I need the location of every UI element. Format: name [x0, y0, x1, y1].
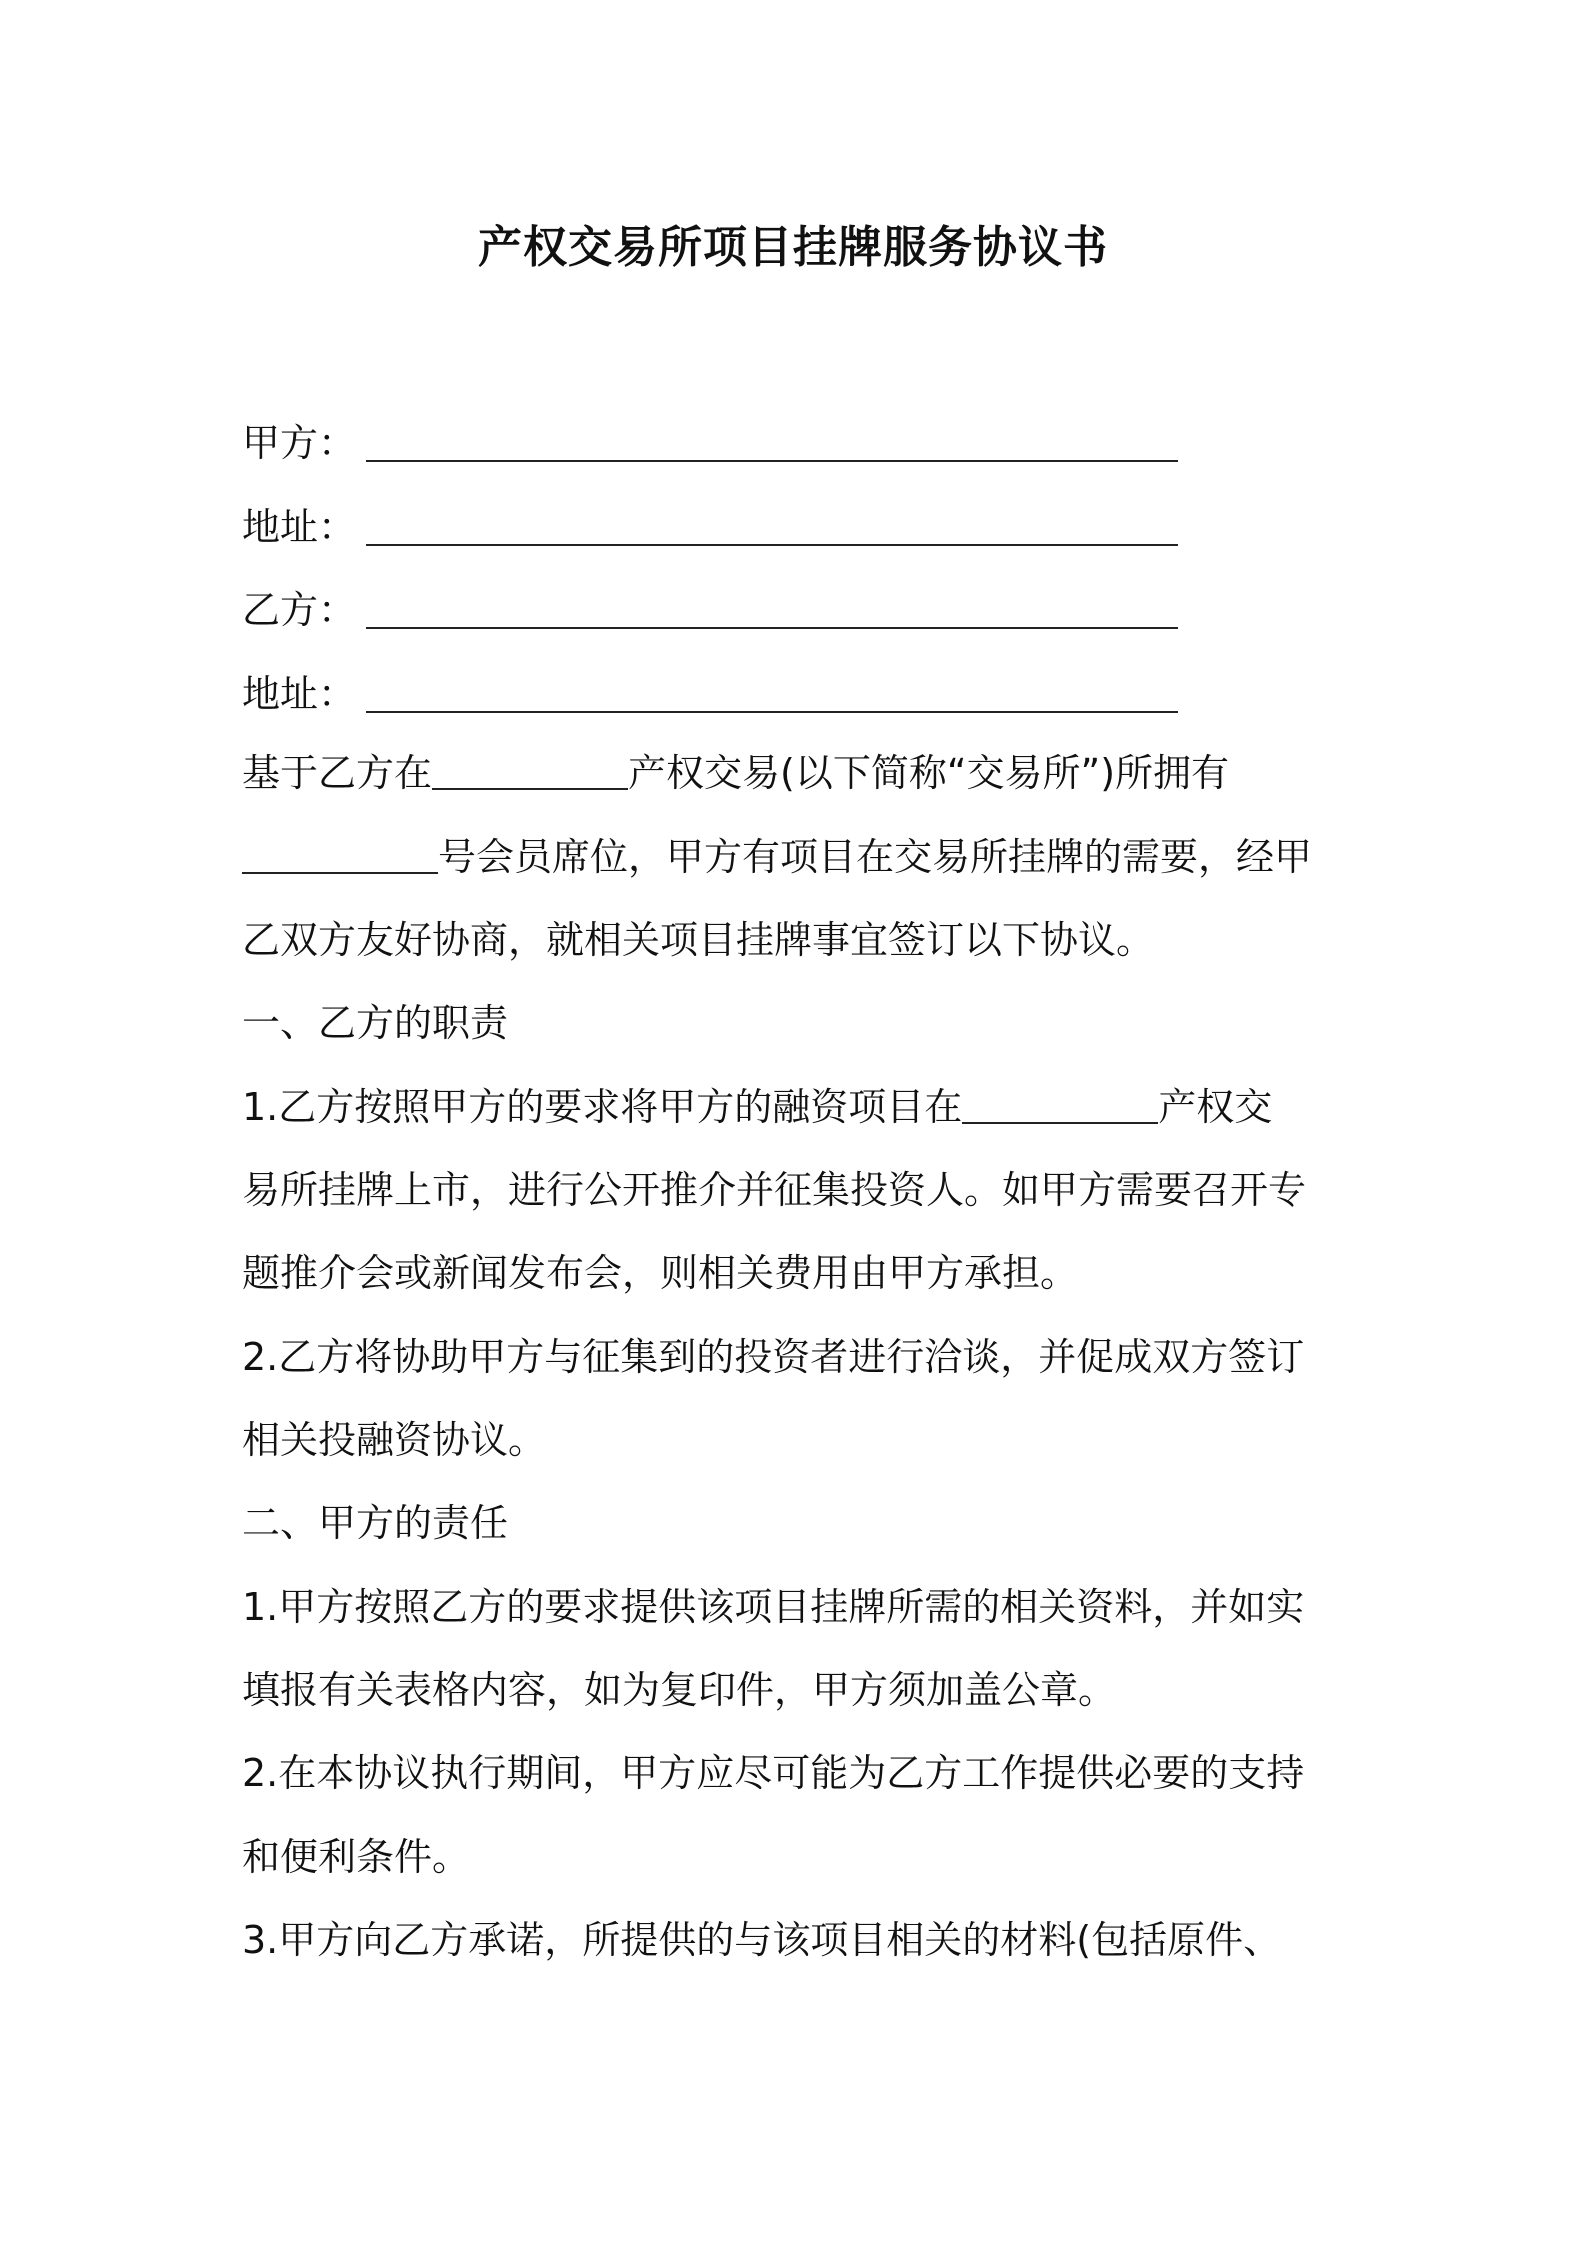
section-2-item-1-line-1: 1.甲方按照乙方的要求提供该项目挂牌所需的相关资料，并如实 — [242, 1585, 1305, 1629]
section-2-item-3-line-1: 3.甲方向乙方承诺，所提供的与该项目相关的材料(包括原件、 — [242, 1918, 1282, 1962]
intro-text-2b: 号会员席位，甲方有项目在交易所挂牌的需要，经甲 — [438, 835, 1313, 879]
party-b-address-blank[interactable] — [366, 673, 1178, 713]
listing-exchange-blank[interactable] — [962, 1086, 1158, 1124]
section-1-item-1-line-2: 易所挂牌上市，进行公开推介并征集投资人。如甲方需要召开专 — [242, 1168, 1307, 1212]
section-1-heading: 一、乙方的职责 — [242, 1001, 509, 1045]
party-b-label: 乙方： — [242, 588, 357, 632]
exchange-name-blank[interactable] — [432, 752, 628, 790]
intro-line-3: 乙双方友好协商，就相关项目挂牌事宜签订以下协议。 — [242, 918, 1155, 962]
section-1-item-2-line-1: 2.乙方将协助甲方与征集到的投资者进行洽谈，并促成双方签订 — [242, 1335, 1305, 1379]
section-2-item-2-line-2: 和便利条件。 — [242, 1835, 471, 1879]
party-b-blank[interactable] — [366, 589, 1178, 629]
intro-line-2 — [242, 832, 1312, 882]
party-a-address-blank[interactable] — [366, 506, 1178, 546]
section-1-item-1-text-b: 产权交 — [1158, 1085, 1273, 1129]
intro-text-1a: 基于乙方在 — [242, 751, 433, 795]
section-2-heading: 二、甲方的责任 — [242, 1501, 509, 1545]
section-2-item-1-line-2: 填报有关表格内容，如为复印件，甲方须加盖公章。 — [242, 1668, 1117, 1712]
party-b-address-label: 地址： — [242, 672, 357, 716]
party-b-line — [242, 585, 1178, 635]
party-a-address-line — [242, 502, 1178, 552]
party-a-address-label: 地址： — [242, 505, 357, 549]
section-1-item-2-line-2: 相关投融资协议。 — [242, 1418, 547, 1462]
party-a-label: 甲方： — [242, 421, 357, 465]
intro-line-1 — [242, 748, 1229, 798]
section-2-item-2-line-1: 2.在本协议执行期间，甲方应尽可能为乙方工作提供必要的支持 — [242, 1751, 1305, 1795]
party-a-blank[interactable] — [366, 422, 1178, 462]
party-a-line — [242, 418, 1178, 468]
intro-text-1b: 产权交易(以下简称“交易所”)所拥有 — [628, 751, 1230, 795]
document-title: 产权交易所项目挂牌服务协议书 — [478, 222, 1108, 273]
party-b-address-line — [242, 669, 1178, 719]
section-1-item-1-line-1 — [242, 1082, 1272, 1132]
section-1-item-1-line-3: 题推介会或新闻发布会，则相关费用由甲方承担。 — [242, 1251, 1079, 1295]
seat-number-blank[interactable] — [242, 836, 438, 874]
section-1-item-1-text-a: 1.乙方按照甲方的要求将甲方的融资项目在 — [242, 1085, 963, 1129]
